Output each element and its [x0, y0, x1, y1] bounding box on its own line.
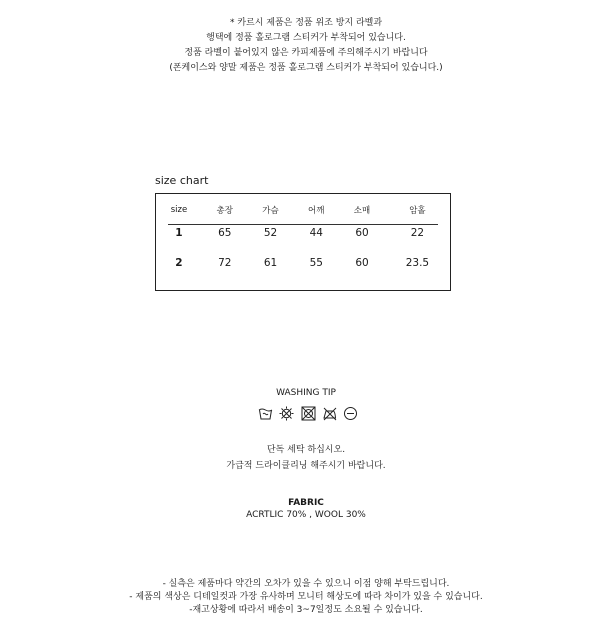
no-tumble-dry-icon: [301, 406, 316, 421]
washing-line: 단독 세탁 하십시오.: [266, 445, 346, 455]
header-sleeve: 소매: [353, 206, 371, 216]
header-divider: [168, 224, 438, 225]
washing-tip-title: WASHING TIP: [276, 388, 336, 398]
chest-cell: 61: [263, 257, 278, 269]
notice-line: 정품 라벨이 붙어있지 않은 카피제품에 주의해주시기 바랍니다: [184, 48, 428, 58]
table-row: [156, 218, 450, 248]
size-chart-title: size chart: [155, 174, 209, 187]
footnote-line: - 실측은 제품마다 약간의 오차가 있을 수 있으니 이점 양해 부탁드립니다.: [162, 579, 450, 589]
size-cell: 1: [175, 227, 183, 239]
chest-cell: 52: [263, 227, 278, 239]
sleeve-cell: 60: [355, 257, 369, 269]
header-armhole: 암홀: [409, 206, 426, 216]
dry-clean-icon: [343, 406, 358, 421]
footnotes: [0, 578, 612, 617]
footnote-line: -재고상황에 따라서 배송이 3~7일정도 소요될 수 있습니다.: [189, 605, 423, 615]
length-cell: 65: [218, 227, 232, 239]
footnote-line: - 제품의 색상은 디테일컷과 가장 유사하며 모니터 해상도에 따라 차이가 있을 수 있습니다.: [129, 592, 483, 602]
shoulder-cell: 44: [309, 227, 323, 239]
washing-line: 가급적 드라이클리닝 해주시기 바랍니다.: [226, 461, 386, 471]
authenticity-notice: [0, 16, 612, 76]
armhole-cell: 22: [410, 227, 425, 239]
fabric-title: FABRIC: [288, 498, 324, 508]
table-row: [156, 248, 450, 278]
hand-wash-icon: [258, 406, 273, 421]
length-cell: 72: [218, 257, 232, 269]
no-iron-icon: [322, 406, 337, 421]
header-shoulder: 어깨: [308, 206, 325, 216]
size-chart-box: [155, 193, 451, 291]
size-header-row: [156, 202, 450, 218]
size-cell: 2: [175, 257, 183, 269]
notice-line: 행택에 정품 홀로그램 스티커가 부착되어 있습니다.: [206, 33, 406, 43]
shoulder-cell: 55: [309, 257, 323, 269]
size-chart-table: [156, 202, 450, 278]
header-chest: 가슴: [262, 206, 279, 216]
notice-line: (폰케이스와 양말 제품은 정품 홀로그램 스티커가 부착되어 있습니다.): [169, 63, 443, 73]
notice-line: * 카르시 제품은 정품 위조 방지 라벨과: [229, 18, 383, 28]
washing-icons: [258, 405, 358, 421]
header-length: 총장: [216, 206, 233, 216]
no-bleach-icon: [279, 406, 294, 421]
armhole-cell: 23.5: [405, 257, 430, 269]
sleeve-cell: 60: [355, 227, 369, 239]
fabric-composition: ACRTLIC 70% , WOOL 30%: [246, 510, 366, 520]
header-size: size: [170, 205, 188, 215]
washing-instructions: [0, 442, 612, 474]
